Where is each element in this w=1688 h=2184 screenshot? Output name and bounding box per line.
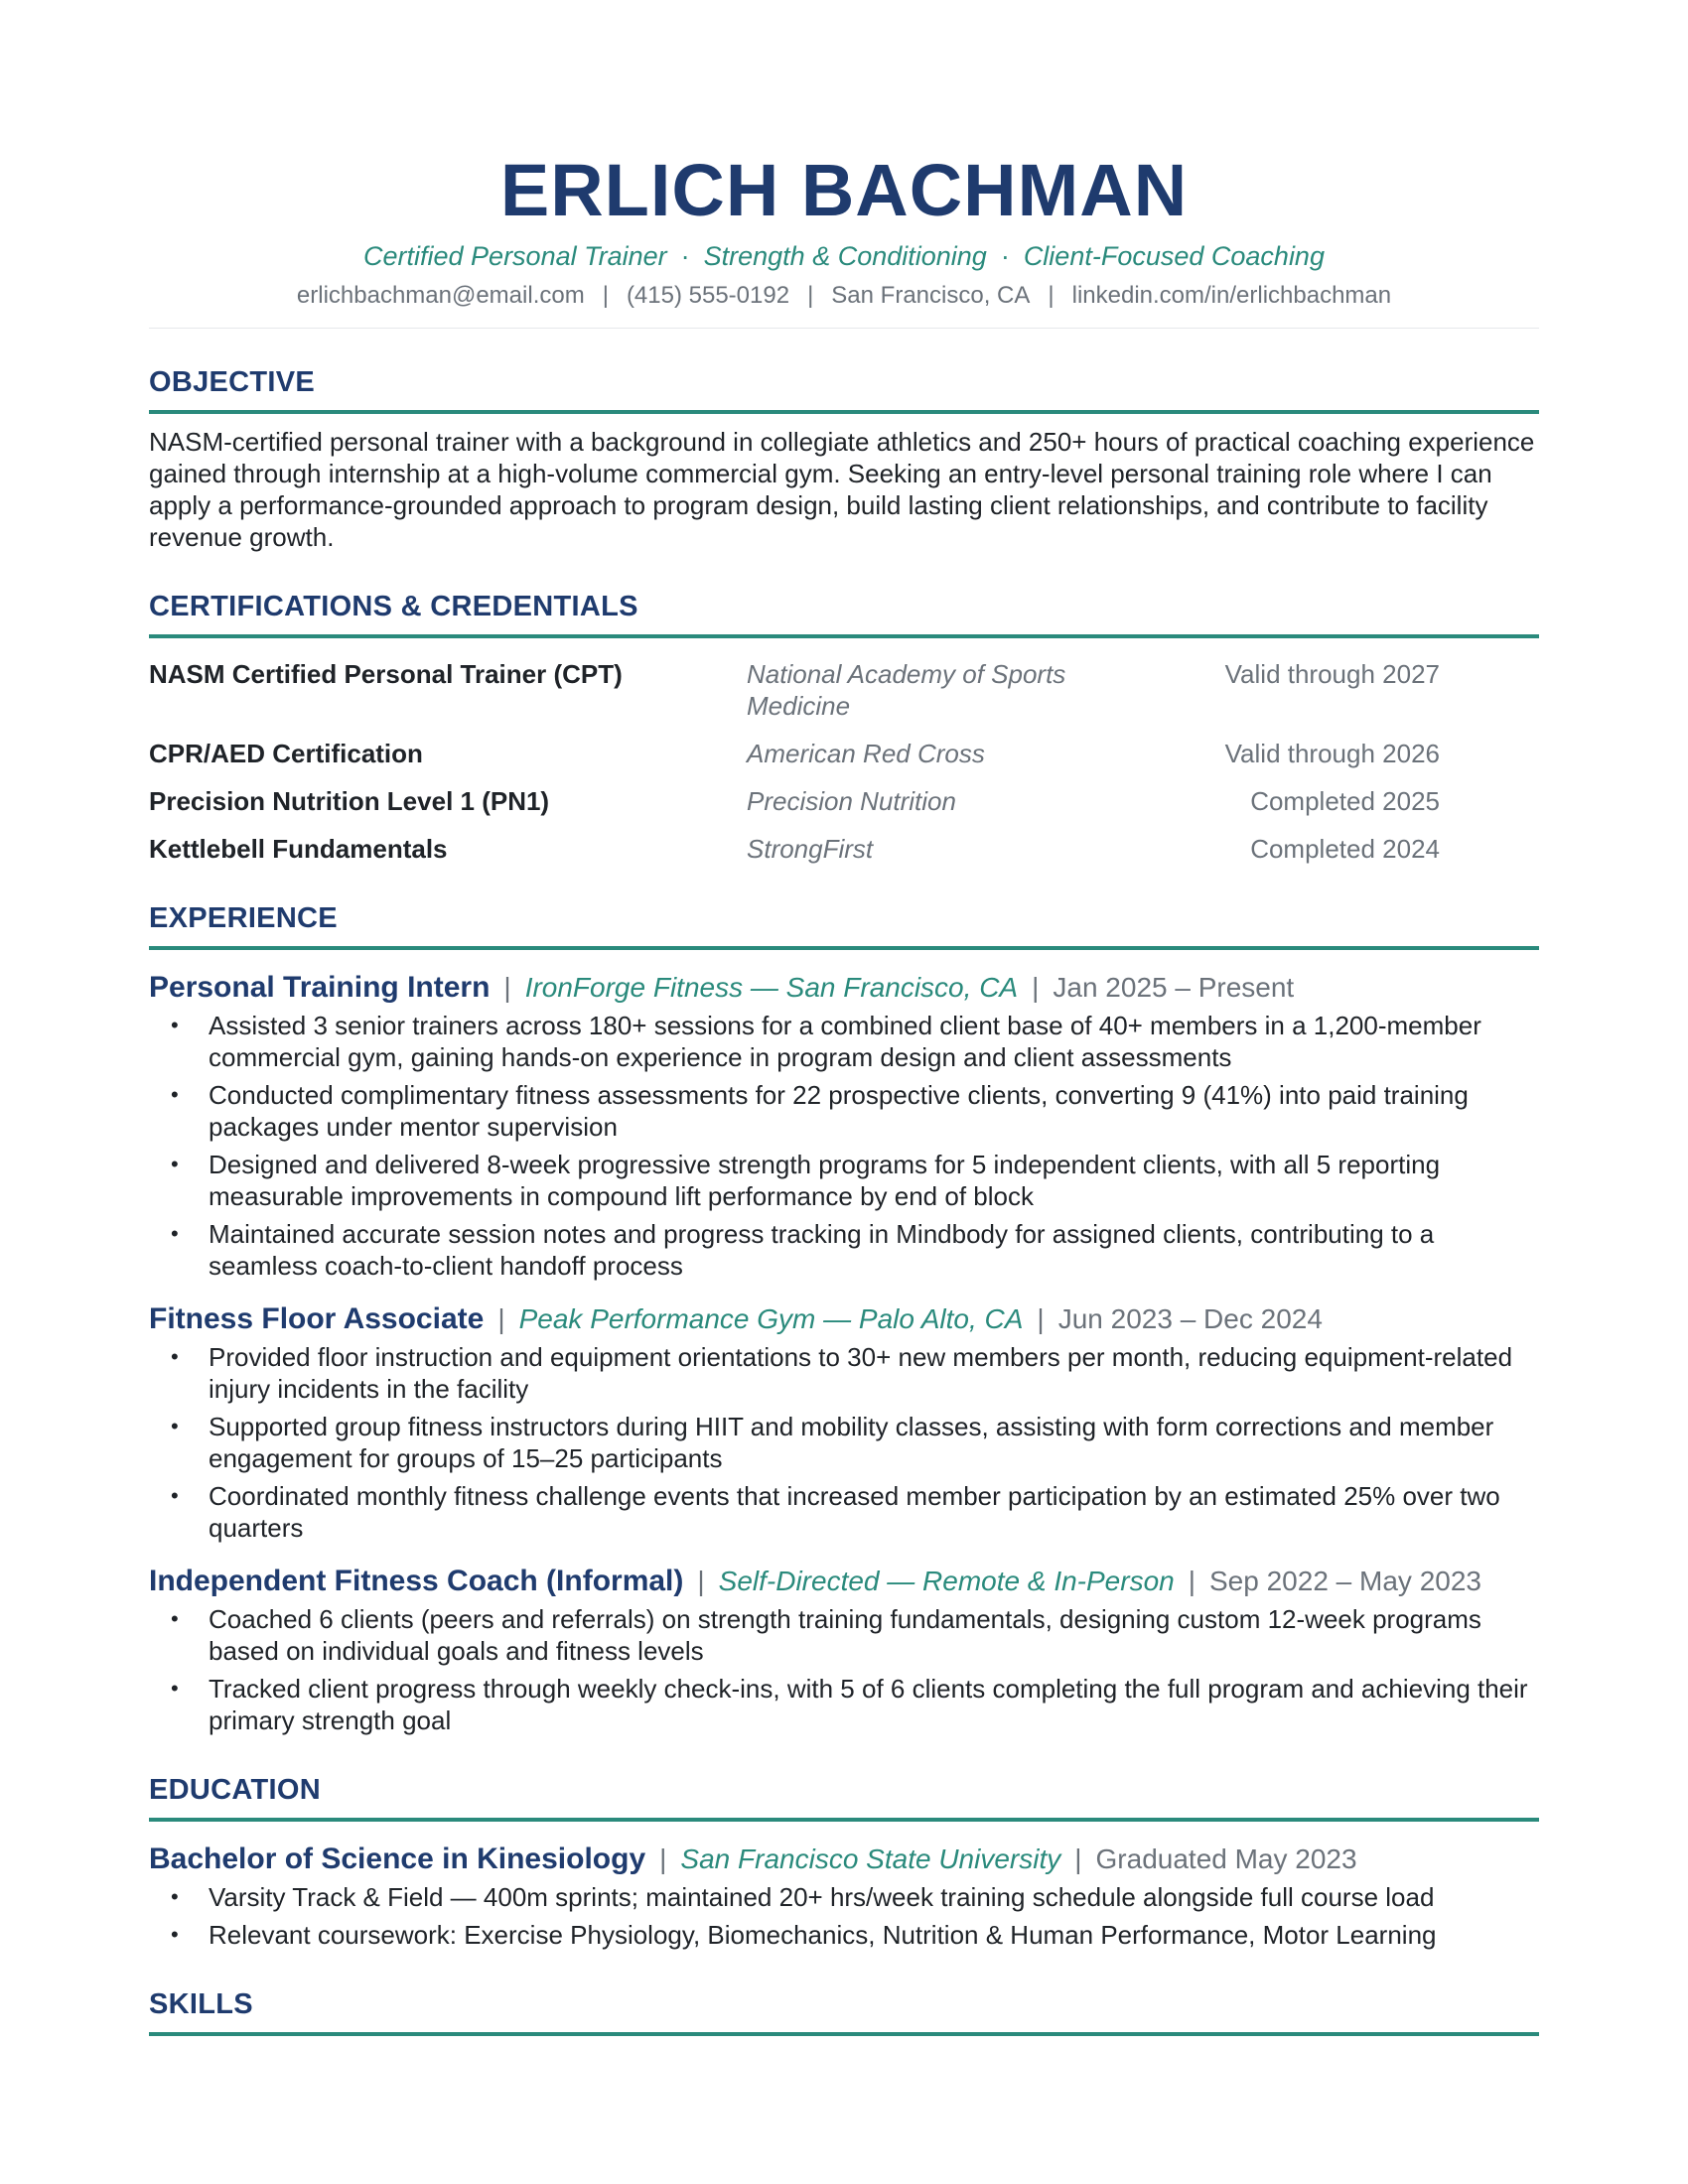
section-divider	[149, 1818, 1539, 1822]
job-organization: IronForge Fitness — San Francisco, CA	[524, 972, 1019, 1003]
certifications-section	[149, 589, 1539, 865]
section-divider	[149, 2032, 1539, 2036]
bullet-item	[171, 1673, 1539, 1736]
tagline-item: Client-Focused Coaching	[1023, 241, 1325, 271]
job-separator: |	[1037, 1303, 1045, 1334]
section-title: OBJECTIVE	[149, 366, 316, 398]
bullet-item	[171, 1341, 1539, 1405]
job-separator: |	[1032, 972, 1040, 1003]
certification-name: CPR/AED Certification	[149, 739, 423, 768]
bullet-icon: •	[171, 1221, 179, 1246]
certification-issuer: StrongFirst	[747, 834, 874, 864]
job-separator: |	[503, 972, 511, 1003]
job-date: Sep 2022 – May 2023	[1209, 1566, 1481, 1596]
contact-email: erlichbachman@email.com	[296, 282, 585, 309]
tagline-separator: ·	[680, 241, 690, 271]
bullet-text: Coordinated monthly fitness challenge events that increased member participation by an estimated 25% over two quarters	[209, 1481, 1500, 1543]
certification-date: Valid through 2026	[1224, 739, 1440, 768]
bullet-icon: •	[171, 1884, 179, 1909]
degree-title: Bachelor of Science in Kinesiology	[149, 1843, 646, 1875]
job-date: Jun 2023 – Dec 2024	[1057, 1303, 1323, 1334]
tagline-separator: ·	[1000, 241, 1010, 271]
certification-row	[149, 833, 1440, 865]
tagline	[149, 238, 1539, 274]
tagline-item: Certified Personal Trainer	[363, 241, 667, 271]
skills-section	[149, 1986, 1539, 2036]
job-title: Fitness Floor Associate	[149, 1302, 485, 1335]
bullet-text: Conducted complimentary fitness assessments for 22 prospective clients, converting 9 (41%) into paid training packages under mentor supervision	[209, 1080, 1469, 1142]
contact-phone: (415) 555-0192	[626, 282, 790, 309]
bullet-item	[171, 1218, 1539, 1282]
section-title: EDUCATION	[149, 1774, 321, 1806]
school-name: San Francisco State University	[680, 1843, 1061, 1874]
certification-issuer: Precision Nutrition	[747, 786, 956, 816]
certification-issuer: National Academy of Sports Medicine	[747, 659, 1066, 721]
education-section	[149, 1772, 1539, 1951]
education-separator: |	[659, 1843, 667, 1874]
bullet-icon: •	[171, 1922, 179, 1947]
bullet-item	[171, 1411, 1539, 1474]
job-title: Independent Fitness Coach (Informal)	[149, 1565, 684, 1597]
bullet-icon: •	[171, 1414, 179, 1438]
objective-text: NASM-certified personal trainer with a background in collegiate athletics and 250+ hours of practical coaching experience gained through internship at a high-volume commercial gym. Seeking an entry-level personal training role where I can apply a performance-grounded approach to program design, build lasting client relationships, and contribute to facility revenue growth.	[149, 427, 1535, 552]
bullet-item	[171, 1603, 1539, 1667]
job-entry	[149, 1564, 1539, 1736]
education-entry	[149, 1842, 1539, 1951]
certification-name: NASM Certified Personal Trainer (CPT)	[149, 659, 623, 689]
contact-line	[149, 280, 1539, 312]
certification-date: Completed 2025	[1250, 786, 1440, 816]
section-divider	[149, 410, 1539, 414]
bullet-item	[171, 1919, 1539, 1951]
bullet-icon: •	[171, 1344, 179, 1369]
job-bullets	[149, 1603, 1539, 1736]
job-bullets	[149, 1010, 1539, 1282]
bullet-text: Maintained accurate session notes and progress tracking in Mindbody for assigned clients, contributing to a seamless coach-to-client handoff process	[209, 1219, 1435, 1281]
header-divider	[149, 328, 1539, 329]
candidate-name: ERLICH BACHMAN	[499, 149, 1189, 231]
bullet-item	[171, 1149, 1539, 1212]
contact-separator: |	[1048, 282, 1055, 309]
bullet-text: Relevant coursework: Exercise Physiology, Biomechanics, Nutrition & Human Performance, Motor Learning	[209, 1920, 1437, 1950]
bullet-icon: •	[171, 1676, 179, 1701]
job-header	[149, 970, 1539, 1006]
bullet-icon: •	[171, 1606, 179, 1631]
bullet-text: Varsity Track & Field — 400m sprints; maintained 20+ hrs/week training schedule alongside full course load	[209, 1882, 1435, 1912]
section-title: EXPERIENCE	[149, 902, 338, 934]
section-divider	[149, 634, 1539, 638]
bullet-text: Supported group fitness instructors during HIIT and mobility classes, assisting with form corrections and member engagement for groups of 15–25 participants	[209, 1412, 1494, 1473]
job-organization: Self-Directed — Remote & In-Person	[718, 1566, 1175, 1596]
certification-row	[149, 785, 1440, 817]
certification-date: Completed 2024	[1250, 834, 1440, 864]
bullet-text: Designed and delivered 8-week progressive strength programs for 5 independent clients, with all 5 reporting measurable improvements in compound lift performance by end of block	[209, 1150, 1441, 1211]
certifications-table	[149, 658, 1440, 865]
contact-separator: |	[807, 282, 814, 309]
section-title: CERTIFICATIONS & CREDENTIALS	[149, 591, 638, 622]
bullet-icon: •	[171, 1013, 179, 1037]
contact-location: San Francisco, CA	[831, 282, 1031, 309]
tagline-item: Strength & Conditioning	[703, 241, 987, 271]
bullet-icon: •	[171, 1483, 179, 1508]
section-title: SKILLS	[149, 1988, 253, 2020]
experience-section	[149, 900, 1539, 1736]
job-separator: |	[697, 1566, 705, 1596]
bullet-icon: •	[171, 1082, 179, 1107]
education-separator: |	[1074, 1843, 1082, 1874]
job-separator: |	[1188, 1566, 1196, 1596]
certification-name: Precision Nutrition Level 1 (PN1)	[149, 786, 550, 816]
certification-date: Valid through 2027	[1224, 659, 1440, 689]
job-header	[149, 1301, 1539, 1337]
certification-issuer: American Red Cross	[747, 739, 985, 768]
bullet-text: Tracked client progress through weekly check-ins, with 5 of 6 clients completing the full program and achieving their primary strength goal	[209, 1674, 1528, 1735]
bullet-item	[171, 1480, 1539, 1544]
education-header	[149, 1842, 1539, 1877]
bullet-text: Coached 6 clients (peers and referrals) on strength training fundamentals, designing custom 12-week programs based on individual goals and fitness levels	[209, 1604, 1481, 1666]
job-entry	[149, 970, 1539, 1282]
bullet-icon: •	[171, 1152, 179, 1176]
bullet-item	[171, 1079, 1539, 1143]
section-divider	[149, 946, 1539, 950]
bullet-text: Assisted 3 senior trainers across 180+ sessions for a combined client base of 40+ members in a 1,200-member commercial gym, gaining hands-on experience in program design and client assessments	[209, 1011, 1481, 1072]
bullet-item	[171, 1010, 1539, 1073]
objective-section	[149, 364, 1539, 553]
job-title: Personal Training Intern	[149, 971, 491, 1004]
job-date: Jan 2025 – Present	[1053, 972, 1295, 1003]
job-entry	[149, 1301, 1539, 1544]
job-bullets	[149, 1341, 1539, 1544]
contact-separator: |	[602, 282, 609, 309]
education-bullets	[149, 1881, 1539, 1951]
job-separator: |	[497, 1303, 505, 1334]
certification-row	[149, 658, 1440, 722]
bullet-text: Provided floor instruction and equipment orientations to 30+ new members per month, reducing equipment-related injury incidents in the facility	[209, 1342, 1513, 1404]
bullet-item	[171, 1881, 1539, 1913]
resume-page	[149, 149, 1539, 2036]
graduation-date: Graduated May 2023	[1095, 1843, 1357, 1874]
certification-name: Kettlebell Fundamentals	[149, 834, 448, 864]
job-organization: Peak Performance Gym — Palo Alto, CA	[518, 1303, 1024, 1334]
certification-row	[149, 738, 1440, 769]
job-header	[149, 1564, 1539, 1599]
contact-linkedin: linkedin.com/in/erlichbachman	[1071, 282, 1392, 309]
